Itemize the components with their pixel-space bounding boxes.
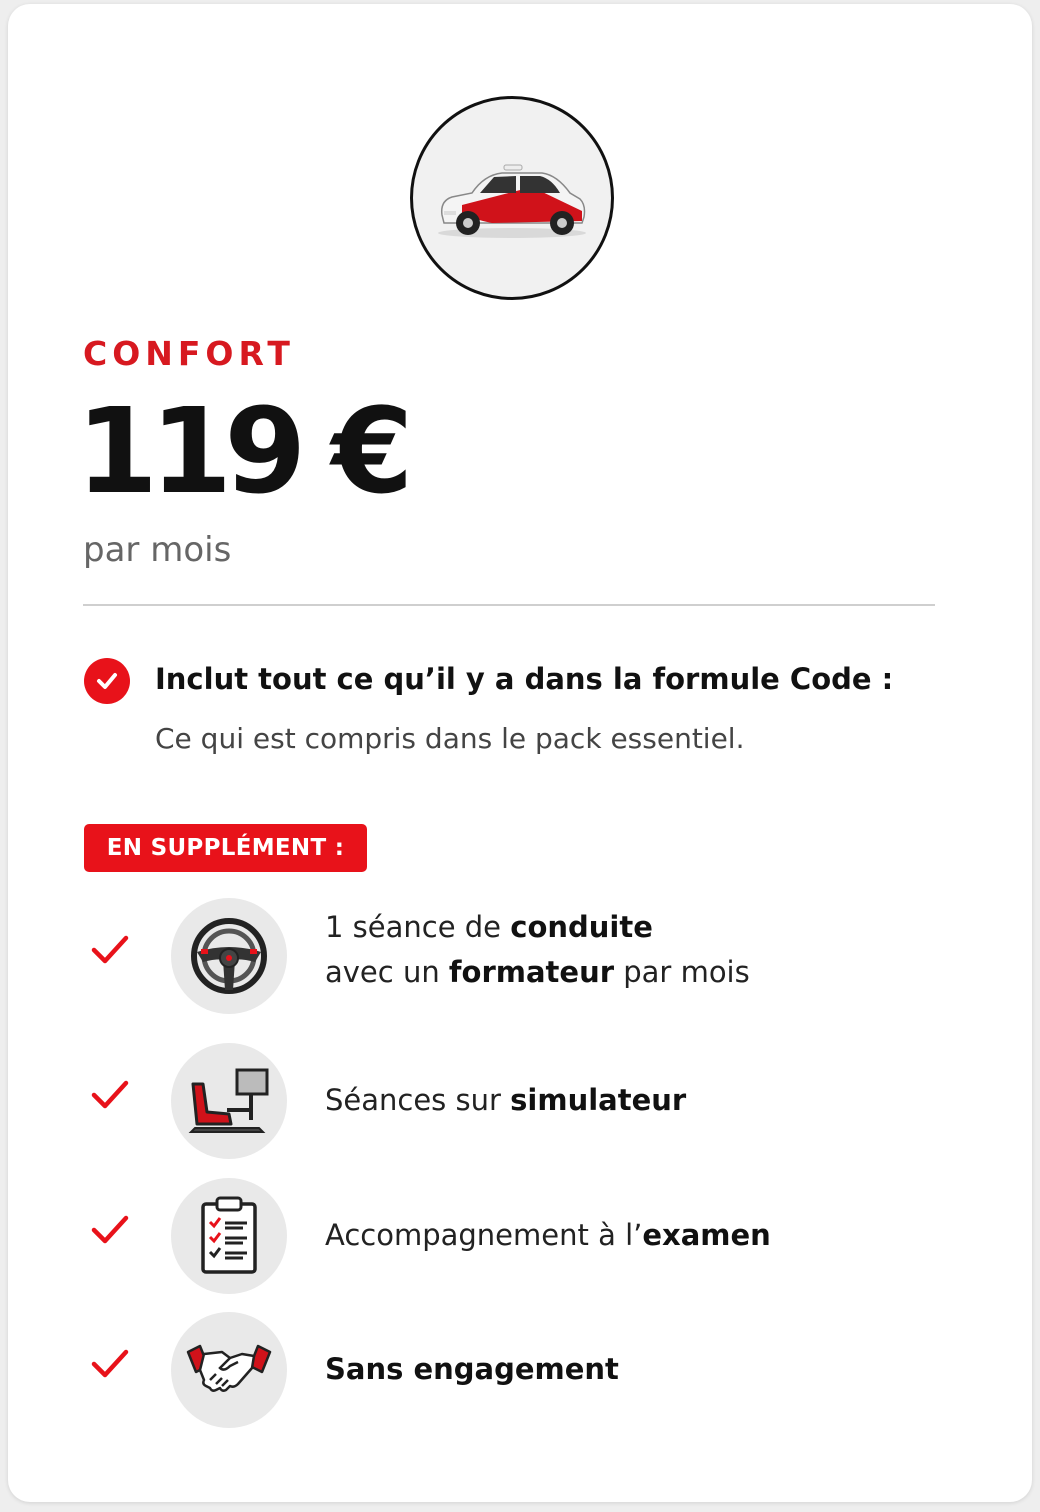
- clipboard-checklist-icon: [171, 1178, 287, 1294]
- plan-price: 119 €: [76, 382, 406, 520]
- feature-item-examen: [8, 1178, 1032, 1294]
- car-badge: [410, 96, 614, 300]
- feature-text-bold: simulateur: [510, 1083, 687, 1117]
- feature-text-bold: Sans engagement: [325, 1352, 619, 1386]
- feature-item-conduite: [8, 898, 1032, 1014]
- feature-text-bold: examen: [642, 1218, 771, 1252]
- plan-name: CONFORT: [83, 334, 295, 373]
- pricing-card: [8, 4, 1032, 1502]
- feature-text-part: 1 séance de: [325, 910, 511, 944]
- simulator-icon: [171, 1043, 287, 1159]
- feature-text: [325, 1213, 771, 1258]
- check-icon: [90, 930, 130, 970]
- feature-text: [325, 1347, 619, 1392]
- feature-text-part: avec un: [325, 955, 449, 989]
- steering-wheel-icon: [171, 898, 287, 1014]
- feature-text: [325, 1078, 686, 1123]
- price-period: par mois: [83, 530, 232, 570]
- included-title: Inclut tout ce qu’il y a dans la formule Code :: [155, 662, 894, 696]
- supplement-tag: EN SUPPLÉMENT :: [84, 824, 367, 872]
- feature-text-bold: conduite: [510, 910, 653, 944]
- feature-item-sans-engagement: [8, 1312, 1032, 1428]
- included-description: Ce qui est compris dans le pack essentiel.: [155, 722, 745, 755]
- feature-text-bold: formateur: [448, 955, 615, 989]
- handshake-icon: [171, 1312, 287, 1428]
- feature-item-simulateur: [8, 1043, 1032, 1159]
- car-icon: [432, 153, 592, 243]
- check-icon: [90, 1075, 130, 1115]
- check-circle-icon: [84, 658, 130, 704]
- feature-text-part: Séances sur: [325, 1083, 511, 1117]
- feature-text: [325, 905, 750, 995]
- check-icon: [90, 1210, 130, 1250]
- divider: [83, 604, 935, 606]
- check-icon: [90, 1344, 130, 1384]
- feature-text-part: par mois: [614, 955, 750, 989]
- feature-text-part: Accompagnement à l’: [325, 1218, 643, 1252]
